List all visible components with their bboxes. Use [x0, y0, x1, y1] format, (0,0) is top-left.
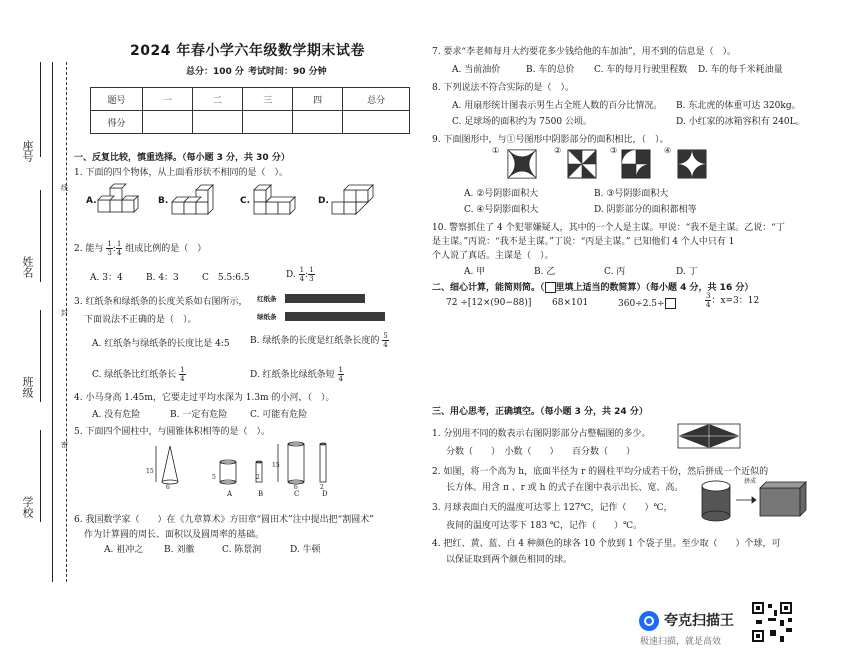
quark-logo-icon — [638, 610, 660, 632]
q1-cubes-a — [96, 182, 146, 222]
score-header-cell: 三 — [243, 88, 293, 111]
q8-option-b[interactable]: B. 东北虎的体重可达 320kg。 — [676, 101, 801, 111]
q7-option-c[interactable]: C. 车的每月行驶里程数 — [594, 65, 688, 75]
q4-option-b[interactable]: B. 一定有危险 — [170, 410, 228, 420]
q1-option-a[interactable]: A. — [86, 196, 97, 206]
q2-text — [74, 240, 206, 257]
label-c: C — [294, 490, 300, 498]
q9-option-c[interactable]: C. ④号阴影面积大 — [464, 205, 539, 215]
q9-option-d[interactable]: D. 阴影部分的面积都相等 — [594, 205, 697, 215]
seal-char-2: 封 — [61, 309, 68, 317]
name-label: 姓名 — [21, 256, 34, 278]
label-b: B — [258, 490, 264, 498]
score-header-cell: 四 — [293, 88, 343, 111]
q1-text: 1. 下面的四个物体，从上面看形状不相同的是（ ）。 — [74, 168, 288, 178]
q10-option-a[interactable]: A. 甲 — [464, 267, 486, 277]
q3-text2: 下面说法不正确的是（ ）。 — [84, 315, 197, 325]
s3-q2-line1: 2. 如图，将一个高为 h，底面半径为 r 的圆柱平均分成若干份，然后拼成一个近似的 — [432, 467, 769, 477]
score-cell[interactable] — [142, 111, 192, 134]
score-table — [90, 87, 410, 134]
calc-1: 72 ÷[12×(90−88)] — [446, 298, 532, 308]
q9-figure-1 — [508, 150, 538, 180]
q9-text: 9. 下面图形中，与①号图形中阴影部分的面积相比，（ ）。 — [432, 135, 669, 145]
q9-option-a[interactable]: A. ②号阴影面积大 — [464, 189, 539, 199]
q3-option-b[interactable]: B. 绿纸条的长度是红纸条长度的 $\frac{5}{4}$ — [250, 332, 388, 349]
school-label: 学校 — [21, 496, 34, 518]
q10-line2: 是主谋。”丙说：“我不是主谋。”丁说：“丙是主谋。” 已知他们 4 个人中只有 1 — [432, 237, 735, 247]
seal-char-3: 密 — [61, 441, 68, 449]
score-header-cell: 二 — [192, 88, 242, 111]
q2-option-d[interactable]: D. $\frac{1}{4}$ : $\frac{1}{3}$ — [286, 266, 314, 283]
q9-figure-2 — [568, 150, 598, 180]
q3-option-d[interactable]: D. 红纸条比绿纸条短 $\frac{1}{4}$ — [250, 366, 343, 383]
answer-box-icon — [545, 282, 556, 293]
q6-option-c[interactable]: C. 陈景润 — [222, 545, 262, 555]
cyl-c-diameter: 6 — [294, 484, 298, 491]
cone-height: 15 — [146, 468, 154, 475]
score-header-cell: 一 — [142, 88, 192, 111]
q1-option-c[interactable]: C. — [240, 196, 251, 206]
score-cell[interactable] — [192, 111, 242, 134]
q8-option-d[interactable]: D. 小红家的冰箱容积有 240L。 — [676, 117, 805, 127]
calc-2: 68×101 — [552, 298, 589, 308]
red-strip-label: 红纸条 — [257, 295, 277, 303]
watermark-brand: 夸克扫描王 — [664, 613, 734, 629]
s3-q2-line2: 长方体。用含 π 、r 或 h 的式子在图中表示出长、宽、高。 — [446, 483, 684, 493]
class-label: 班级 — [21, 376, 34, 398]
cyl-a-height: 5 — [212, 474, 216, 481]
q5-text: 5. 下面四个圆柱中，与圆锥体积相等的是（ ）。 — [74, 427, 270, 437]
s3-q3-line2: 夜间的温度可达零下 183 ℃，记作（ ）℃。 — [446, 521, 643, 531]
q8-option-a[interactable]: A. 用扇形统计图表示男生占全班人数的百分比情况。 — [452, 101, 663, 111]
s3-q3-line1: 3. 月球表面白天的温度可达零上 127℃，记作（ ）℃， — [432, 503, 673, 513]
q1-option-b[interactable]: B. — [158, 196, 169, 206]
label-d: D — [322, 490, 328, 498]
score-row-label: 得分 — [91, 111, 143, 134]
green-strip — [285, 312, 385, 321]
exam-title: 2024 年春小学六年级数学期末试卷 — [130, 43, 365, 59]
s3-q4-line2: 以保证取到两个颜色相同的球。 — [446, 555, 573, 565]
q10-line1: 10. 警察抓住了 4 个犯罪嫌疑人，其中的一个人是主谋。甲说：“我不是主谋。乙说：“丁 — [432, 223, 785, 233]
q9-num-1: ① — [492, 146, 500, 155]
cyl-d-diameter: 2 — [320, 484, 324, 491]
q2-option-c[interactable]: C 5.5:6.5 — [202, 273, 250, 283]
q1-cubes-c — [252, 182, 302, 222]
q8-option-c[interactable]: C. 足球场的面积约为 7500 公顷。 — [452, 117, 592, 127]
exam-time: 考试时间：90 分钟 — [248, 67, 327, 77]
name-blank[interactable] — [40, 190, 41, 282]
calc3-blank-box[interactable] — [665, 298, 676, 309]
q1-cubes-d — [330, 182, 380, 222]
q9-figure-4 — [678, 150, 708, 180]
s3-q4-line1: 4. 把红、黄、蓝、白 4 种颜色的球各 10 个放到 1 个袋子里。至少取（ ）个球，可 — [432, 539, 781, 549]
calc4-fraction: $\frac{3}{4}$ — [706, 292, 711, 309]
calc-3: 360÷2.5÷ — [618, 298, 676, 309]
score-header-cell: 总分 — [343, 88, 410, 111]
q4-text: 4. 小马身高 1.45m，它要走过平均水深为 1.3m 的小河，（ ）。 — [74, 393, 335, 403]
cyl-b-height: 2 — [256, 474, 260, 481]
q4-option-a[interactable]: A. 没有危险 — [92, 410, 141, 420]
qr-code-icon — [750, 600, 794, 644]
q10-line3: 个人说了真话。主谋是（ ）。 — [432, 251, 554, 261]
q2-option-a[interactable]: A. 3：4 — [90, 273, 123, 283]
q8-text: 8. 下列说法不符合实际的是（ ）。 — [432, 83, 574, 93]
q7-option-d[interactable]: D. 车的每千米耗油量 — [698, 65, 783, 75]
q7-text: 7. 要求“李老师每月大约要花多少钱给他的车加油”，用不到的信息是（ ）。 — [432, 47, 737, 57]
s3-q1-text: 1. 分别用不同的数表示右图阴影部分占整幅图的多少。 — [432, 429, 651, 439]
score-cell[interactable] — [343, 111, 410, 134]
label-a: A — [227, 490, 233, 498]
seat-label: 座号 — [21, 140, 34, 162]
q6-option-d[interactable]: D. 牛顿 — [290, 545, 321, 555]
section3-heading: 三、用心思考，正确填空。（每小题 3 分，共 24 分） — [432, 407, 648, 417]
section1-heading: 一、反复比较，慎重选择。（每小题 3 分，共 30 分） — [74, 153, 290, 163]
q2-prefix: 2. 能与 — [74, 244, 104, 254]
cone-diameter: 6 — [166, 484, 170, 491]
watermark-slogan: 极速扫描，就是高效 — [640, 637, 722, 647]
q9-figure-3 — [622, 150, 652, 180]
q2-colon: : — [112, 244, 116, 254]
q2-fraction-1: $\frac{1}{3}$ — [107, 240, 112, 257]
green-strip-label: 绿纸条 — [257, 313, 277, 321]
q3-option-c[interactable]: C. 绿纸条比红纸条长 $\frac{1}{4}$ — [92, 366, 185, 383]
binding-line — [52, 62, 53, 582]
q10-option-b[interactable]: B. 乙 — [534, 267, 556, 277]
score-cell[interactable] — [293, 111, 343, 134]
q2-option-b[interactable]: B. 4：3 — [146, 273, 179, 283]
q7-option-b[interactable]: B. 车的总价 — [526, 65, 575, 75]
class-blank[interactable] — [40, 310, 41, 402]
q6-option-a[interactable]: A. 祖冲之 — [104, 545, 144, 555]
q6-text: 6. 我国数学家（ ）在《九章算术》方田章“圆田术”注中提出把“割圆术” — [74, 515, 374, 525]
q1-cubes-b — [170, 182, 224, 222]
total-score: 总分：100 分 — [186, 67, 244, 77]
figure-label-pinjie: 拼成 — [744, 478, 757, 485]
q6-text2: 作为计算圆的周长、面积以及圆周率的基础。 — [84, 530, 265, 540]
seat-blank[interactable] — [40, 62, 41, 157]
q2-fraction-2: $\frac{1}{4}$ — [116, 240, 122, 257]
q9-num-2: ② — [554, 146, 562, 155]
score-cell[interactable] — [243, 111, 293, 134]
school-blank[interactable] — [40, 430, 41, 522]
q3-text: 3. 红纸条和绿纸条的长度关系如右图所示， — [74, 297, 248, 307]
calc-4: $\frac{3}{4}$ ：x=3：12 — [706, 292, 760, 309]
q9-num-3: ③ — [610, 146, 618, 155]
shaded-diamond-figure — [678, 422, 742, 452]
red-strip — [285, 294, 365, 303]
q6-option-b[interactable]: B. 刘徽 — [164, 545, 195, 555]
q2-suffix: 组成比例的是（ ） — [125, 244, 207, 254]
q1-option-d[interactable]: D. — [318, 196, 329, 206]
cyl-c-height: 15 — [272, 462, 280, 469]
q10-option-c[interactable]: C. 丙 — [604, 267, 626, 277]
q10-option-d[interactable]: D. 丁 — [676, 267, 698, 277]
q9-option-b[interactable]: B. ③号阴影面积大 — [594, 189, 669, 199]
q7-option-a[interactable]: A. 当前油价 — [452, 65, 501, 75]
q4-option-c[interactable]: C. 可能有危险 — [250, 410, 308, 420]
q5-solids-figure — [150, 440, 350, 502]
q9-num-4: ④ — [664, 146, 672, 155]
seal-line — [66, 62, 67, 582]
section2-heading: 二、细心计算，能简则简。（ 里填上适当的数简算）（每小题 4 分，共 16 分） — [432, 283, 754, 293]
score-header-cell: 题号 — [91, 88, 143, 111]
q3-option-a[interactable]: A. 红纸条与绿纸条的长度比是 4:5 — [92, 339, 230, 349]
seal-char-1: 线 — [61, 184, 68, 192]
s3-q1-fill[interactable]: 分数（ ） 小数（ ） 百分数（ ） — [446, 447, 636, 457]
